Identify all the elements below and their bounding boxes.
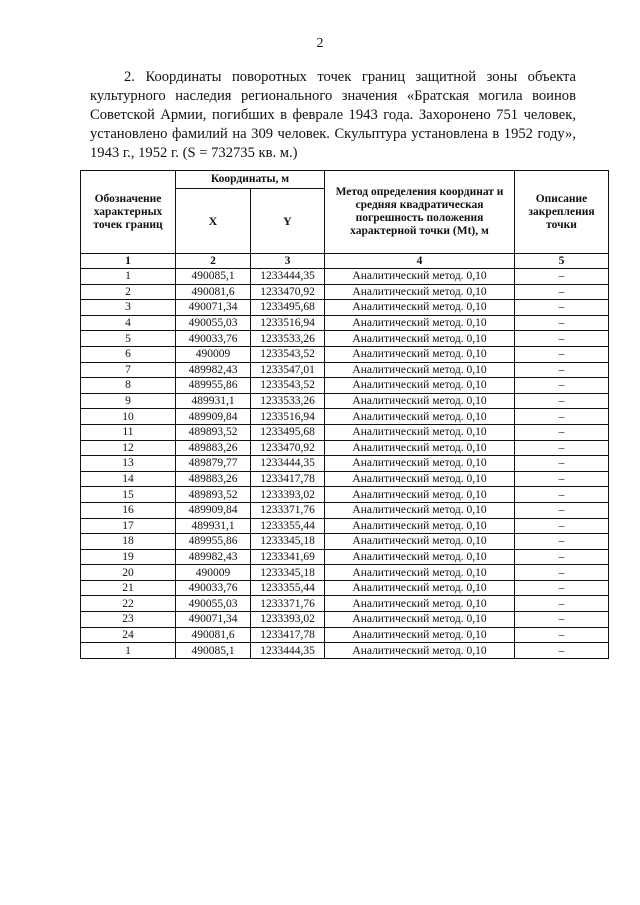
cell-point: 8 <box>81 378 176 394</box>
table-row <box>81 269 609 285</box>
column-number: 2 <box>176 254 251 269</box>
cell-x: 490071,34 <box>176 612 251 628</box>
cell-y: 1233345,18 <box>251 534 325 550</box>
cell-point: 7 <box>81 362 176 378</box>
cell-x: 489893,52 <box>176 424 251 440</box>
cell-description: – <box>515 549 609 565</box>
cell-method: Аналитический метод. 0,10 <box>325 378 515 394</box>
cell-description: – <box>515 269 609 285</box>
cell-point: 10 <box>81 409 176 425</box>
cell-point: 4 <box>81 315 176 331</box>
cell-method: Аналитический метод. 0,10 <box>325 440 515 456</box>
cell-x: 490009 <box>176 346 251 362</box>
cell-y: 1233470,92 <box>251 284 325 300</box>
cell-x: 489931,1 <box>176 393 251 409</box>
page-number: 2 <box>316 36 324 51</box>
table-row <box>81 424 609 440</box>
cell-description: – <box>515 471 609 487</box>
table-row <box>81 612 609 628</box>
cell-point: 13 <box>81 456 176 472</box>
cell-method: Аналитический метод. 0,10 <box>325 284 515 300</box>
cell-method: Аналитический метод. 0,10 <box>325 596 515 612</box>
header-method: Метод определения координат и средняя квадратическая погрешность положения характерной точки (Mt), м <box>325 171 515 254</box>
cell-x: 489955,86 <box>176 534 251 550</box>
cell-x: 490085,1 <box>176 643 251 659</box>
cell-point: 16 <box>81 502 176 518</box>
cell-point: 1 <box>81 269 176 285</box>
cell-description: – <box>515 596 609 612</box>
cell-method: Аналитический метод. 0,10 <box>325 487 515 503</box>
cell-x: 489893,52 <box>176 487 251 503</box>
cell-x: 490081,6 <box>176 284 251 300</box>
cell-y: 1233371,76 <box>251 502 325 518</box>
cell-x: 489982,43 <box>176 549 251 565</box>
table-row <box>81 580 609 596</box>
header-x: X <box>176 189 251 254</box>
cell-y: 1233355,44 <box>251 518 325 534</box>
cell-x: 489883,26 <box>176 440 251 456</box>
cell-y: 1233417,78 <box>251 471 325 487</box>
table-row <box>81 331 609 347</box>
cell-x: 490081,6 <box>176 627 251 643</box>
cell-y: 1233533,26 <box>251 331 325 347</box>
cell-y: 1233470,92 <box>251 440 325 456</box>
cell-y: 1233495,68 <box>251 300 325 316</box>
cell-x: 490071,34 <box>176 300 251 316</box>
cell-point: 15 <box>81 487 176 503</box>
column-number: 5 <box>515 254 609 269</box>
cell-point: 9 <box>81 393 176 409</box>
column-number: 1 <box>81 254 176 269</box>
cell-description: – <box>515 612 609 628</box>
cell-x: 489982,43 <box>176 362 251 378</box>
table-row <box>81 378 609 394</box>
cell-method: Аналитический метод. 0,10 <box>325 502 515 518</box>
cell-point: 23 <box>81 612 176 628</box>
cell-method: Аналитический метод. 0,10 <box>325 424 515 440</box>
cell-x: 489955,86 <box>176 378 251 394</box>
cell-description: – <box>515 300 609 316</box>
cell-x: 490033,76 <box>176 580 251 596</box>
table-row <box>81 362 609 378</box>
table-row <box>81 440 609 456</box>
cell-method: Аналитический метод. 0,10 <box>325 565 515 581</box>
table-row <box>81 549 609 565</box>
header-description: Описание закрепления точки <box>515 171 609 254</box>
cell-y: 1233393,02 <box>251 487 325 503</box>
cell-point: 19 <box>81 549 176 565</box>
table-row <box>81 284 609 300</box>
cell-method: Аналитический метод. 0,10 <box>325 315 515 331</box>
coordinates-table <box>80 170 609 659</box>
cell-point: 12 <box>81 440 176 456</box>
cell-y: 1233345,18 <box>251 565 325 581</box>
cell-point: 24 <box>81 627 176 643</box>
header-y: Y <box>251 189 325 254</box>
cell-description: – <box>515 487 609 503</box>
cell-y: 1233516,94 <box>251 315 325 331</box>
cell-y: 1233533,26 <box>251 393 325 409</box>
cell-method: Аналитический метод. 0,10 <box>325 409 515 425</box>
cell-point: 22 <box>81 596 176 612</box>
cell-description: – <box>515 362 609 378</box>
cell-x: 489931,1 <box>176 518 251 534</box>
table-row <box>81 534 609 550</box>
cell-y: 1233547,01 <box>251 362 325 378</box>
cell-method: Аналитический метод. 0,10 <box>325 471 515 487</box>
table-row <box>81 487 609 503</box>
header-coords: Координаты, м <box>176 171 325 189</box>
cell-point: 17 <box>81 518 176 534</box>
cell-y: 1233543,52 <box>251 378 325 394</box>
cell-y: 1233393,02 <box>251 612 325 628</box>
table-row <box>81 518 609 534</box>
table-row <box>81 596 609 612</box>
cell-point: 2 <box>81 284 176 300</box>
cell-x: 490055,03 <box>176 315 251 331</box>
cell-method: Аналитический метод. 0,10 <box>325 456 515 472</box>
table-row <box>81 300 609 316</box>
cell-description: – <box>515 315 609 331</box>
cell-description: – <box>515 643 609 659</box>
cell-x: 490009 <box>176 565 251 581</box>
cell-point: 20 <box>81 565 176 581</box>
cell-method: Аналитический метод. 0,10 <box>325 346 515 362</box>
intro-paragraph <box>90 68 576 163</box>
cell-description: – <box>515 627 609 643</box>
cell-x: 490085,1 <box>176 269 251 285</box>
column-number: 4 <box>325 254 515 269</box>
cell-method: Аналитический метод. 0,10 <box>325 518 515 534</box>
cell-x: 490033,76 <box>176 331 251 347</box>
intro-text: 2. Координаты поворотных точек границ защитной зоны объекта культурного наследия регионального значения «Братская могила воинов Советской Армии, погибших в феврале 1943 года. Захоронено 751 человек, установлено фамилий на 309 человек. Скульптура установлена в 1952 году», 1943 г., 1952 г. (S = 732735 кв. м.) <box>90 69 576 161</box>
cell-y: 1233495,68 <box>251 424 325 440</box>
cell-point: 14 <box>81 471 176 487</box>
cell-point: 3 <box>81 300 176 316</box>
cell-description: – <box>515 424 609 440</box>
cell-method: Аналитический метод. 0,10 <box>325 612 515 628</box>
cell-description: – <box>515 440 609 456</box>
cell-method: Аналитический метод. 0,10 <box>325 362 515 378</box>
cell-method: Аналитический метод. 0,10 <box>325 549 515 565</box>
table-row <box>81 627 609 643</box>
cell-method: Аналитический метод. 0,10 <box>325 331 515 347</box>
cell-x: 489909,84 <box>176 409 251 425</box>
cell-y: 1233516,94 <box>251 409 325 425</box>
cell-y: 1233444,35 <box>251 643 325 659</box>
cell-point: 5 <box>81 331 176 347</box>
table-body <box>81 269 609 659</box>
cell-y: 1233444,35 <box>251 456 325 472</box>
cell-method: Аналитический метод. 0,10 <box>325 643 515 659</box>
cell-method: Аналитический метод. 0,10 <box>325 300 515 316</box>
table-row <box>81 393 609 409</box>
cell-description: – <box>515 331 609 347</box>
cell-description: – <box>515 393 609 409</box>
cell-description: – <box>515 534 609 550</box>
cell-point: 1 <box>81 643 176 659</box>
cell-point: 6 <box>81 346 176 362</box>
cell-method: Аналитический метод. 0,10 <box>325 269 515 285</box>
cell-y: 1233371,76 <box>251 596 325 612</box>
cell-y: 1233341,69 <box>251 549 325 565</box>
cell-x: 489909,84 <box>176 502 251 518</box>
cell-x: 489883,26 <box>176 471 251 487</box>
cell-method: Аналитический метод. 0,10 <box>325 534 515 550</box>
cell-method: Аналитический метод. 0,10 <box>325 627 515 643</box>
cell-description: – <box>515 518 609 534</box>
header-point: Обозначение характерных точек границ <box>81 171 176 254</box>
cell-y: 1233444,35 <box>251 269 325 285</box>
cell-description: – <box>515 456 609 472</box>
cell-method: Аналитический метод. 0,10 <box>325 393 515 409</box>
cell-description: – <box>515 502 609 518</box>
table-row <box>81 565 609 581</box>
table-row <box>81 643 609 659</box>
cell-y: 1233355,44 <box>251 580 325 596</box>
table-row <box>81 346 609 362</box>
cell-point: 18 <box>81 534 176 550</box>
cell-description: – <box>515 284 609 300</box>
cell-description: – <box>515 565 609 581</box>
cell-method: Аналитический метод. 0,10 <box>325 580 515 596</box>
table-row <box>81 409 609 425</box>
cell-description: – <box>515 580 609 596</box>
cell-x: 490055,03 <box>176 596 251 612</box>
cell-y: 1233543,52 <box>251 346 325 362</box>
cell-y: 1233417,78 <box>251 627 325 643</box>
cell-point: 21 <box>81 580 176 596</box>
column-number: 3 <box>251 254 325 269</box>
cell-description: – <box>515 346 609 362</box>
table-row <box>81 502 609 518</box>
cell-x: 489879,77 <box>176 456 251 472</box>
cell-point: 11 <box>81 424 176 440</box>
table-row <box>81 471 609 487</box>
table-row <box>81 315 609 331</box>
table-row <box>81 456 609 472</box>
cell-description: – <box>515 409 609 425</box>
cell-description: – <box>515 378 609 394</box>
